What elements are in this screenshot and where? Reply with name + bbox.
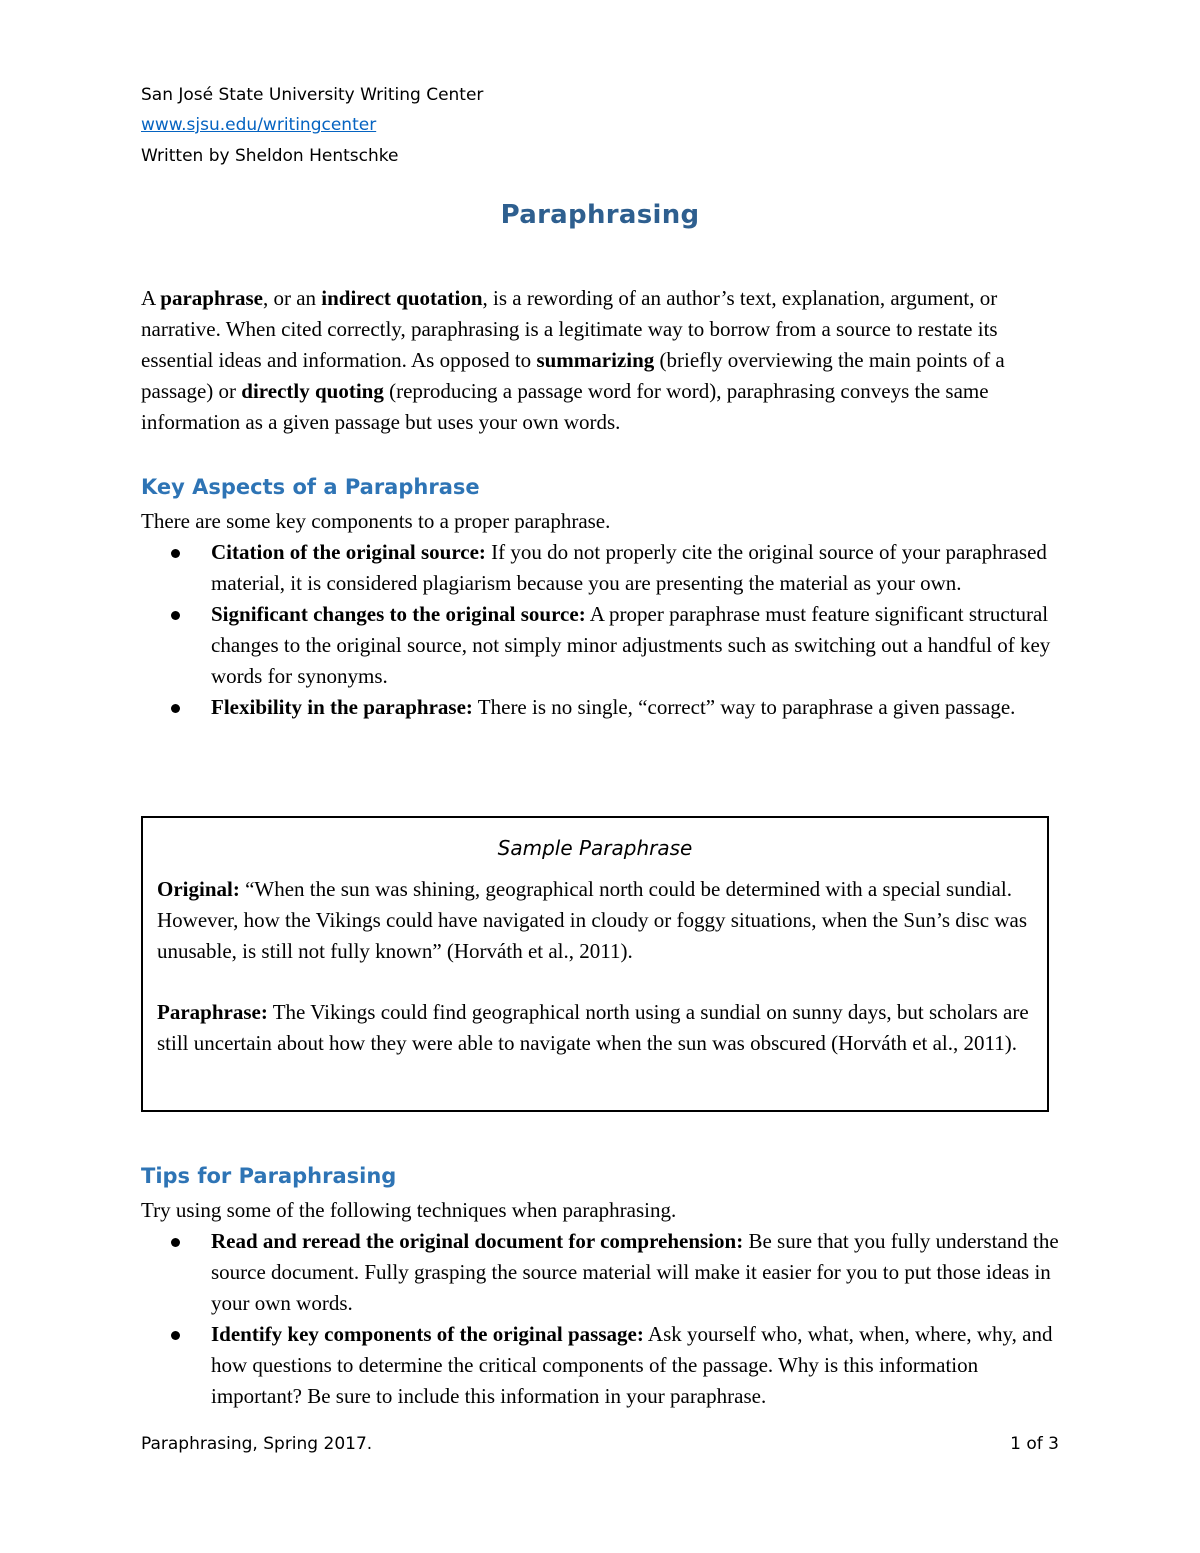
key-aspects-list: [141, 537, 1061, 723]
list-item-term: Citation of the original source:: [211, 540, 486, 564]
intro-text-2: , or an: [262, 286, 322, 310]
intro-paragraph: [141, 283, 1061, 438]
list-item: [141, 537, 1061, 599]
bullet-icon: [171, 704, 180, 713]
heading-tips: Tips for Paraphrasing: [141, 1164, 397, 1188]
page-number: 1 of 3: [1010, 1434, 1059, 1454]
list-item-text: There is no single, “correct” way to paraphrase a given passage.: [472, 695, 1016, 719]
intro-text-5: (reproducing a passage word for word), paraphrasing conveys the same information as a given passage but uses your own words.: [141, 379, 989, 434]
sample-paraphrase-label: Paraphrase:: [157, 1000, 268, 1024]
list-item: [141, 692, 1061, 723]
bullet-icon: [171, 1238, 180, 1247]
heading-key-aspects: Key Aspects of a Paraphrase: [141, 475, 480, 499]
list-item-text: If you do not properly cite the original source of your paraphrased material, it is considered plagiarism because you are presenting the material as your own.: [211, 540, 1047, 595]
list-item: [141, 1226, 1061, 1319]
intro-bold-summarizing: summarizing: [536, 348, 655, 372]
header-website-link-row: [141, 114, 376, 136]
sample-original-text: “When the sun was shining, geographical north could be determined with a special sundial. However, how the Vikings could have navigated in cloudy or foggy situations, when the Sun’s disc was unusable, is still not fully known” (Horváth et al., 2011).: [157, 877, 1028, 963]
sample-title: Sample Paraphrase: [497, 836, 693, 860]
intro-text-3: , is a rewording of an author’s text, explanation, argument, or narrative. When cited correctly, paraphrasing is a legitimate way to borrow from a source to restate its essential ideas and information. As opposed to: [141, 286, 998, 372]
list-item-term: Identify key components of the original passage:: [211, 1322, 644, 1346]
list-item-text: Be sure that you fully understand the source document. Fully grasping the source material will make it easier for you to put those ideas in your own words.: [211, 1229, 1059, 1315]
list-item-term: Read and reread the original document for comprehension:: [211, 1229, 744, 1253]
list-item-text: A proper paraphrase must feature significant structural changes to the original source, not simply minor adjustments such as switching out a handful of key words for synonyms.: [211, 602, 1051, 688]
intro-bold-indirect-quotation: indirect quotation: [321, 286, 483, 310]
bullet-icon: [171, 611, 180, 620]
sample-paraphrase-box: [141, 816, 1049, 1112]
sample-paraphrase-text: The Vikings could find geographical north using a sundial on sunny days, but scholars are still uncertain about how they were able to navigate when the sun was obscured (Horváth et al., 2011).: [157, 1000, 1029, 1055]
bullet-icon: [171, 1331, 180, 1340]
list-item-term: Significant changes to the original source:: [211, 602, 586, 626]
intro-text-4: (briefly overviewing the main points of a passage) or: [141, 348, 1005, 403]
list-item-text: Ask yourself who, what, when, where, why, and how questions to determine the critical components of the passage. Why is this information important? Be sure to include this information in your paraphrase.: [211, 1322, 1053, 1408]
sample-paraphrase: [157, 997, 1043, 1059]
list-item: [141, 599, 1061, 692]
sample-original: [157, 874, 1043, 967]
intro-text-1: A: [141, 286, 161, 310]
intro-bold-paraphrase: paraphrase: [160, 286, 263, 310]
header-institution: San José State University Writing Center: [141, 85, 484, 105]
sample-original-label: Original:: [157, 877, 240, 901]
page-title: Paraphrasing: [500, 200, 700, 230]
list-item: [141, 1319, 1061, 1412]
tips-list: [141, 1226, 1061, 1412]
footer-label: Paraphrasing, Spring 2017.: [141, 1434, 373, 1454]
header-author: Written by Sheldon Hentschke: [141, 146, 399, 166]
tips-lead: Try using some of the following techniques when paraphrasing.: [141, 1198, 677, 1222]
list-item-term: Flexibility in the paraphrase:: [211, 695, 473, 719]
intro-bold-directly-quoting: directly quoting: [241, 379, 384, 403]
bullet-icon: [171, 549, 180, 558]
header-website-link[interactable]: www.sjsu.edu/writingcenter: [141, 115, 377, 135]
key-aspects-lead: There are some key components to a proper paraphrase.: [141, 509, 611, 533]
